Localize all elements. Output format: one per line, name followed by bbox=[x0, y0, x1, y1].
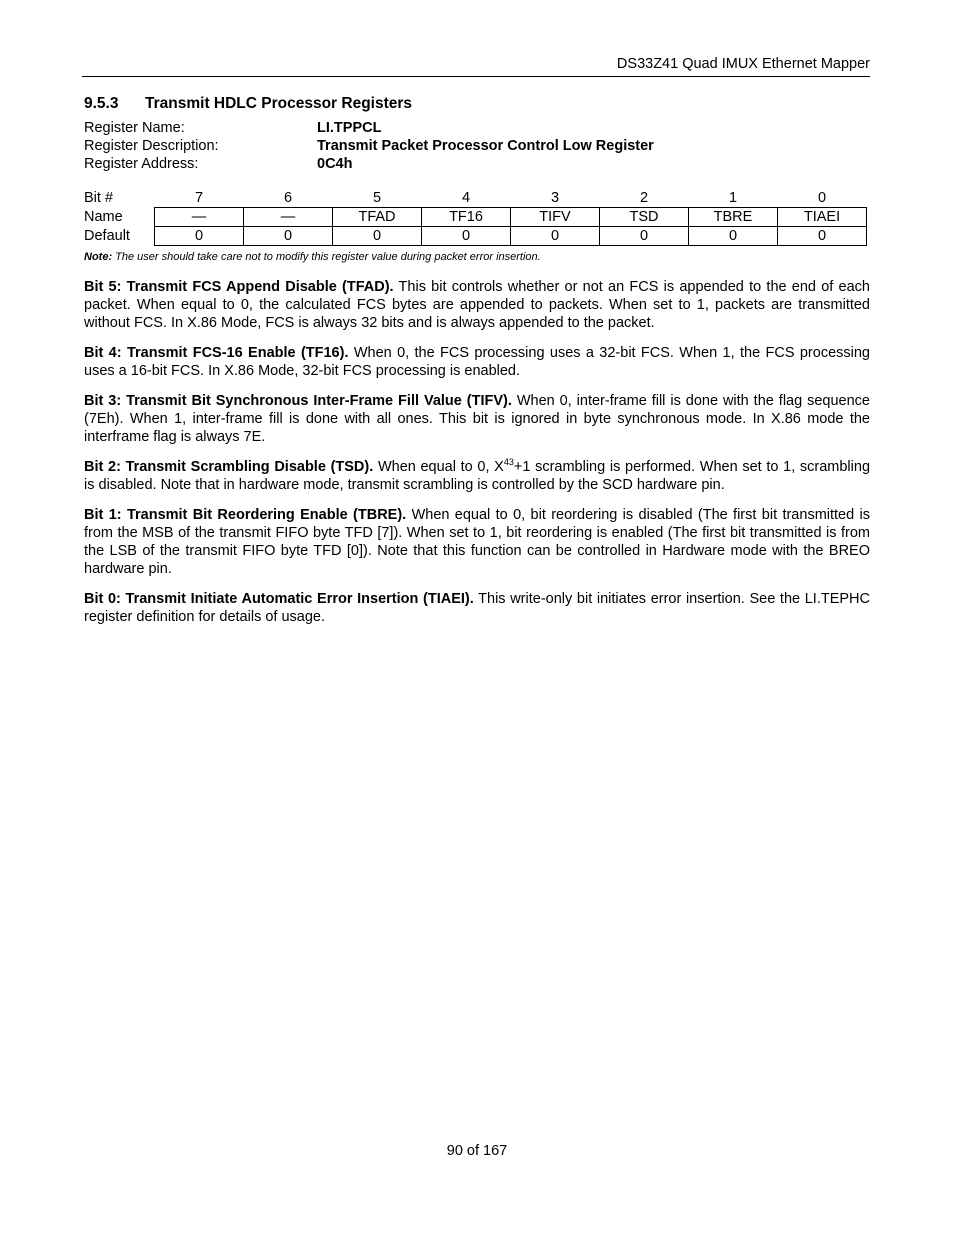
bit-number-cell: 4 bbox=[461, 190, 471, 206]
register-address-label: Register Address: bbox=[84, 156, 199, 172]
register-description-row bbox=[84, 137, 654, 155]
bit-default-cell: 0 bbox=[511, 227, 600, 246]
bit-title: Bit 5: Transmit FCS Append Disable (TFAD). bbox=[84, 279, 394, 295]
bit-text: When 0, the FCS processing uses a 32-bit FCS. When 1, the FCS processing uses a 16-bit FCS. In X.86 Mode, 32-bit FCS processing is enabled. bbox=[84, 345, 870, 379]
bit-text: When equal to 0, X bbox=[373, 459, 504, 475]
bit-name-cell: TIFV bbox=[511, 208, 600, 227]
register-info bbox=[84, 119, 654, 173]
bit-number-label: Bit # bbox=[84, 190, 114, 207]
bit-number-cell: 5 bbox=[372, 190, 382, 206]
bit-number-cell: 1 bbox=[728, 190, 738, 206]
bit-title: Bit 0: Transmit Initiate Automatic Error Insertion (TIAEI). bbox=[84, 591, 474, 607]
register-address-row bbox=[84, 155, 654, 173]
exponent: 43 bbox=[503, 457, 514, 467]
bit-number-cell: 0 bbox=[817, 190, 827, 206]
note-text: The user should take care not to modify this register value during packet error insertion. bbox=[112, 251, 541, 263]
bit-description-tiaei bbox=[84, 590, 870, 626]
bit-name-cell: TF16 bbox=[422, 208, 511, 227]
bit-name-cell: — bbox=[155, 208, 244, 227]
bit-description-tsd bbox=[84, 458, 870, 494]
bit-name-cell: — bbox=[244, 208, 333, 227]
bit-number-cell: 7 bbox=[194, 190, 204, 206]
section-heading bbox=[84, 95, 412, 113]
header-divider bbox=[82, 76, 870, 77]
bit-default-cell: 0 bbox=[155, 227, 244, 246]
register-name-row bbox=[84, 119, 654, 137]
bit-number-row bbox=[84, 189, 867, 208]
register-description-value: Transmit Packet Processor Control Low Register bbox=[317, 138, 654, 154]
bit-text: When 0, inter-frame fill is done with the flag sequence (7Eh). When 1, inter-frame fill is done with all ones. This bit is ignored in byte synchronous mode. In X.86 mode the interframe flag is always 7E. bbox=[84, 393, 870, 445]
bit-default-cell: 0 bbox=[333, 227, 422, 246]
bit-default-label: Default bbox=[84, 228, 130, 244]
register-name-label: Register Name: bbox=[84, 120, 185, 136]
bit-description-tf16 bbox=[84, 344, 870, 380]
bit-description-tifv bbox=[84, 392, 870, 446]
bit-name-row bbox=[84, 208, 867, 227]
bit-name-cell: TSD bbox=[600, 208, 689, 227]
register-description-label: Register Description: bbox=[84, 138, 219, 154]
bit-default-row bbox=[84, 227, 867, 246]
section-title: Transmit HDLC Processor Registers bbox=[145, 95, 413, 112]
page-number: 90 of 167 bbox=[446, 1143, 508, 1159]
bit-default-cell: 0 bbox=[778, 227, 867, 246]
bit-description-tfad bbox=[84, 278, 870, 332]
bit-text: This bit controls whether or not an FCS is appended to the end of each packet. When equal to 0, the calculated FCS bytes are appended to packets. When set to 1, packets are transmitted without FCS. In X.86 Mode, FCS is always 32 bits and is always appended to the packet. bbox=[84, 279, 870, 331]
bit-default-cell: 0 bbox=[600, 227, 689, 246]
section-number: 9.5.3 bbox=[84, 95, 119, 112]
bit-title: Bit 1: Transmit Bit Reordering Enable (TBRE). bbox=[84, 507, 407, 523]
bit-description-tbre bbox=[84, 506, 870, 578]
table-note bbox=[84, 251, 541, 263]
document-header-title: DS33Z41 Quad IMUX Ethernet Mapper bbox=[616, 56, 870, 72]
bit-text: When equal to 0, bit reordering is disabled (The first bit transmitted is from the MSB of the transmit FIFO byte TFD [7]). When set to 1, bit reordering is enabled (The first bit transmitted is from the LSB of the transmit FIFO byte TFD [0]). Note that this function can be controlled in Hardware mode with the BREO hardware pin. bbox=[84, 507, 871, 577]
register-address-value: 0C4h bbox=[317, 156, 353, 172]
bit-default-cell: 0 bbox=[689, 227, 778, 246]
bit-default-cell: 0 bbox=[422, 227, 511, 246]
bit-name-label: Name bbox=[84, 209, 123, 225]
bit-descriptions bbox=[84, 278, 870, 638]
bit-name-cell: TFAD bbox=[333, 208, 422, 227]
register-bit-table bbox=[84, 189, 867, 246]
bit-name-cell: TBRE bbox=[689, 208, 778, 227]
register-name-value: LI.TPPCL bbox=[317, 120, 382, 136]
bit-number-cell: 2 bbox=[639, 190, 649, 206]
note-label: Note: bbox=[84, 251, 113, 263]
bit-title: Bit 4: Transmit FCS-16 Enable (TF16). bbox=[84, 345, 349, 361]
bit-number-cell: 6 bbox=[283, 190, 293, 206]
bit-title: Bit 3: Transmit Bit Synchronous Inter-Frame Fill Value (TIFV). bbox=[84, 393, 512, 409]
bit-default-cell: 0 bbox=[244, 227, 333, 246]
bit-number-cell: 3 bbox=[550, 190, 560, 206]
bit-text: This write-only bit initiates error insertion. See the LI.TEPHC register definition for details of usage. bbox=[84, 591, 870, 625]
bit-name-cell: TIAEI bbox=[778, 208, 867, 227]
bit-title: Bit 2: Transmit Scrambling Disable (TSD). bbox=[84, 459, 374, 475]
bit-text: +1 scrambling is performed. When set to 1, scrambling is disabled. Note that in hardware mode, transmit scrambling is controlled by the SCD hardware pin. bbox=[84, 459, 871, 493]
